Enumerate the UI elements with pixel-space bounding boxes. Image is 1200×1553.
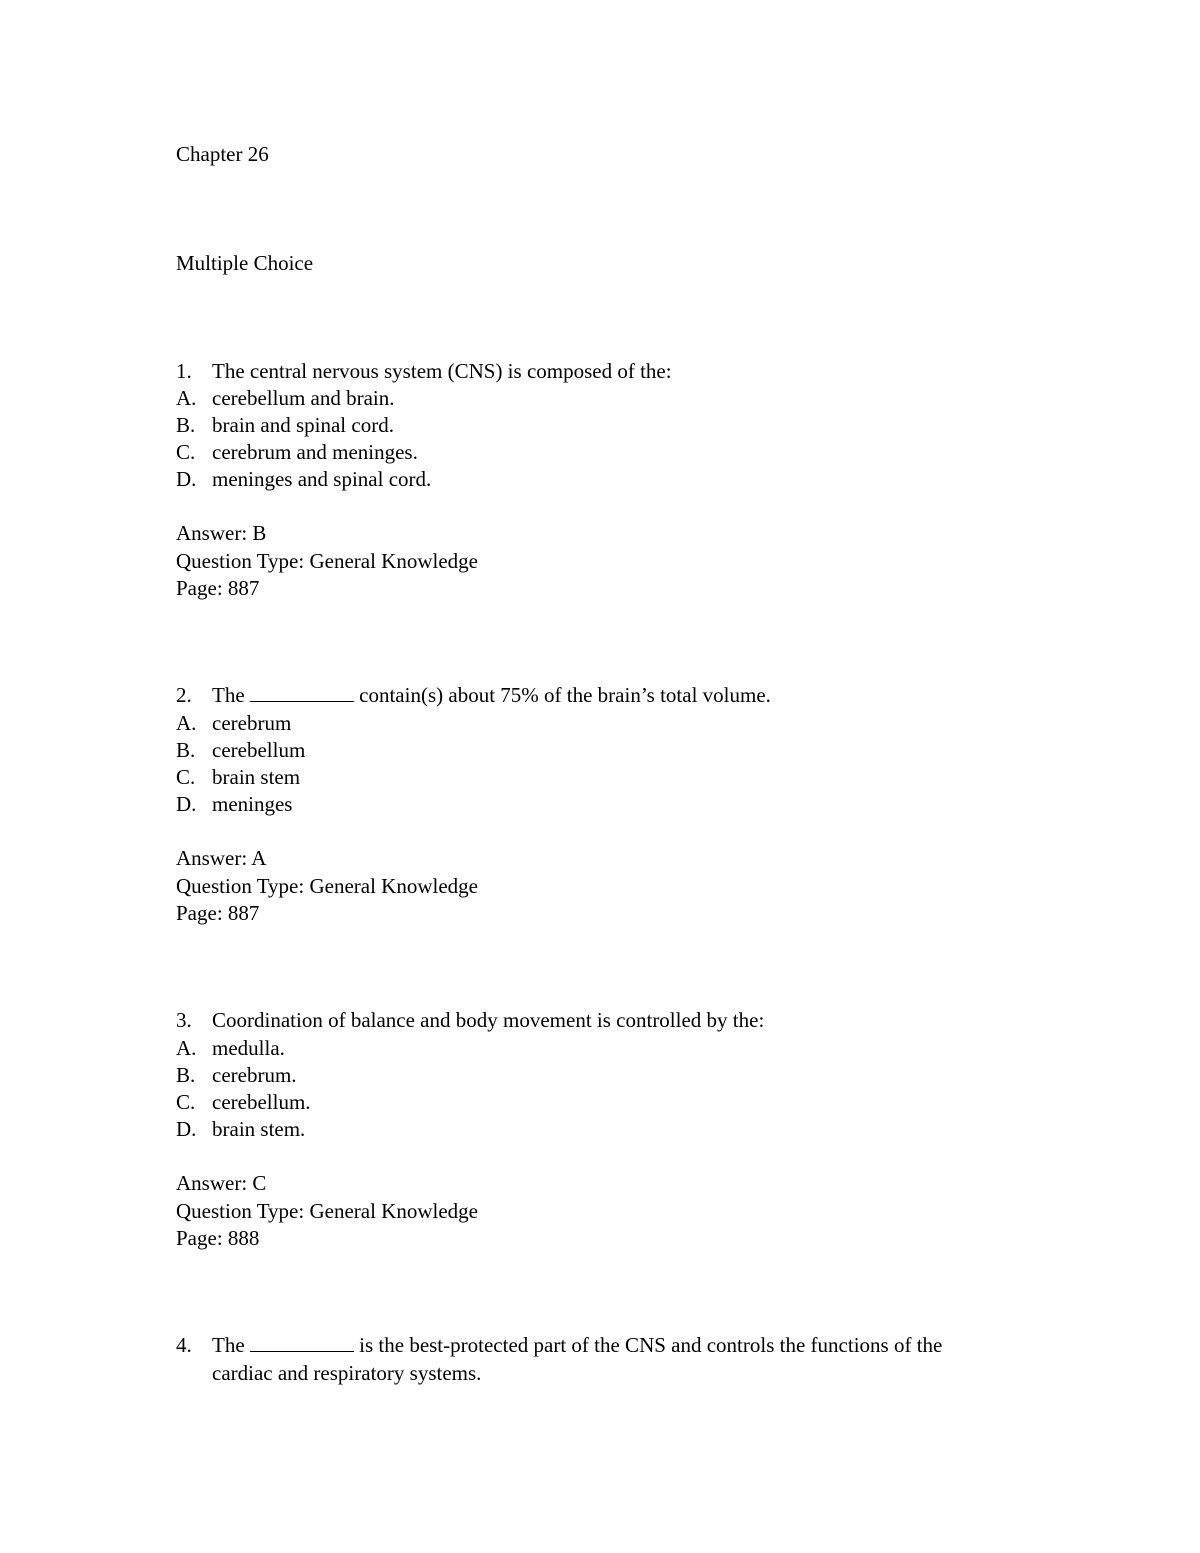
question-1-option-b — [176, 412, 394, 439]
question-text-before-blank: The — [212, 1333, 245, 1357]
question-1-option-c — [176, 439, 418, 466]
question-1-answer: Answer: B — [176, 521, 267, 545]
question-1-option-a — [176, 385, 395, 412]
option-letter: B. — [176, 413, 196, 437]
option-text: meninges — [212, 792, 293, 816]
question-2-answer: Answer: A — [176, 846, 267, 870]
section-title: Multiple Choice — [176, 251, 314, 275]
question-text-after-blank: is the best-protected part of the CNS and controls the functions of the — [359, 1333, 943, 1357]
option-text: meninges and spinal cord. — [212, 467, 432, 491]
question-3-page: Page: 888 — [176, 1226, 260, 1250]
option-text: brain stem. — [212, 1117, 306, 1141]
option-text: cerebellum. — [212, 1090, 311, 1114]
question-1-page: Page: 887 — [176, 576, 260, 600]
option-letter: D. — [176, 1117, 197, 1141]
option-text: cerebrum. — [212, 1063, 297, 1087]
question-2-option-b — [176, 737, 305, 764]
option-letter: B. — [176, 1063, 196, 1087]
option-letter: B. — [176, 738, 196, 762]
question-3-option-d — [176, 1116, 305, 1143]
question-number: 2. — [176, 683, 192, 707]
option-text: cerebellum — [212, 738, 306, 762]
option-letter: D. — [176, 792, 197, 816]
question-3-answer: Answer: C — [176, 1171, 267, 1195]
question-text: The central nervous system (CNS) is composed of the: — [212, 359, 672, 383]
option-text: cerebellum and brain. — [212, 386, 395, 410]
question-2-option-d — [176, 791, 292, 818]
option-text: cerebrum — [212, 711, 292, 735]
question-2-option-a — [176, 710, 291, 737]
question-2-stem — [176, 682, 771, 709]
fill-in-blank — [250, 685, 354, 702]
option-text: brain and spinal cord. — [212, 413, 394, 437]
option-letter: A. — [176, 1036, 197, 1060]
question-number: 4. — [176, 1333, 192, 1357]
question-1-option-d — [176, 466, 431, 493]
chapter-title: Chapter 26 — [176, 142, 269, 166]
question-number: 3. — [176, 1008, 192, 1032]
option-letter: D. — [176, 467, 197, 491]
question-3-option-b — [176, 1062, 297, 1089]
question-4-stem-continuation: cardiac and respiratory systems. — [212, 1361, 482, 1385]
question-1-type: Question Type: General Knowledge — [176, 549, 478, 573]
question-2-type: Question Type: General Knowledge — [176, 874, 478, 898]
question-text-before-blank: The — [212, 683, 245, 707]
option-letter: C. — [176, 765, 196, 789]
question-3-type: Question Type: General Knowledge — [176, 1199, 478, 1223]
option-letter: C. — [176, 1090, 196, 1114]
option-text: cerebrum and meninges. — [212, 440, 418, 464]
option-letter: C. — [176, 440, 196, 464]
question-number: 1. — [176, 359, 192, 383]
option-letter: A. — [176, 386, 197, 410]
option-letter: A. — [176, 711, 197, 735]
option-text: brain stem — [212, 765, 301, 789]
question-text-after-blank: contain(s) about 75% of the brain’s total volume. — [359, 683, 771, 707]
fill-in-blank — [250, 1335, 354, 1352]
question-3-option-a — [176, 1035, 285, 1062]
question-1-stem — [176, 358, 672, 385]
question-2-page: Page: 887 — [176, 901, 260, 925]
question-3-option-c — [176, 1089, 311, 1116]
question-3-stem — [176, 1007, 764, 1034]
option-text: medulla. — [212, 1036, 285, 1060]
question-text: Coordination of balance and body movement is controlled by the: — [212, 1008, 765, 1032]
question-4-stem — [176, 1332, 942, 1359]
question-2-option-c — [176, 764, 300, 791]
